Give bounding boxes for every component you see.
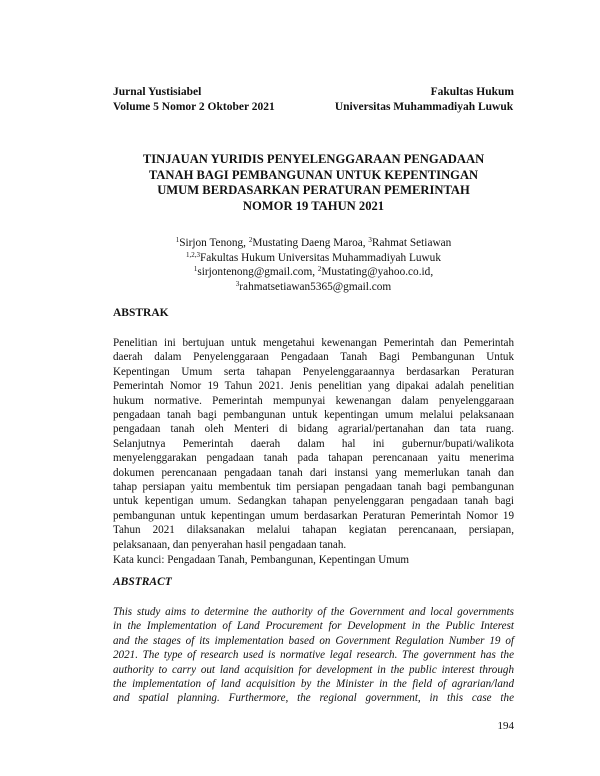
- abstract-line: in the Implementation of Land Procurement for Development in the Public Interest: [113, 620, 514, 633]
- author-email-3: $^3$rahmatsetiawan5365@gmail.com: [235, 279, 392, 293]
- title-line: NOMOR 19 TAHUN 2021: [242, 198, 385, 213]
- abstrak-line: daerah dalam Penyelenggaraan Pengadaan Tanah Bagi Pembangunan Untuk: [113, 351, 514, 364]
- email-3: rahmatsetiawan5365@gmail.com: [239, 280, 392, 293]
- abstract-heading: ABSTRACT: [113, 576, 172, 588]
- abstract-line: 2021. The type of research used is normative legal research. The government has the: [113, 649, 514, 662]
- abstrak-line: dokumen perencanaan pengadaan tanah dari instansi yang memerlukan tanah dan: [113, 466, 514, 479]
- email-1: sirjontenong@gmail.com,: [197, 266, 318, 278]
- abstract-body: [113, 605, 514, 706]
- author-emails: $^1$sirjontenong@gmail.com, $^2$Mustating@yahoo.co.id,: [193, 265, 434, 278]
- abstrak-line: Kepentingan Umum serta tahapan Penyelenggaraannya berdasarkan Peraturan: [113, 365, 514, 378]
- abstrak-line: hukum normative. Pemerintah mempunyai kewenangan dalam penyelenggaraan: [113, 394, 514, 407]
- author-3: Rahmat Setiawan: [371, 237, 452, 249]
- journal-header: [113, 85, 275, 115]
- abstrak-line: Selanjutnya Pemerintah daerah dalam hal ini gubernur/bupati/walikota: [113, 437, 514, 450]
- title-line: UMUM BERDASARKAN PERATURAN PEMERINTAH: [157, 183, 470, 197]
- page-number: 194: [497, 720, 514, 732]
- keywords: Kata kunci: Pengadaan Tanah, Pembangunan, Kepentingan Umum: [113, 554, 410, 566]
- abstrak-line: menyelenggarakan pengadaan tanah pada tahapan perencanaan yaitu menerima: [113, 452, 514, 465]
- abstrak-body: [113, 336, 514, 552]
- abstrak-line: untuk kepentigan umum. Sedangkan tahapan penyelenggaran pengadaan tanah bagi: [113, 495, 514, 508]
- abstrak-heading: ABSTRAK: [113, 307, 169, 319]
- abstrak-line: tahap persiapan yaitu membentuk tim persiapan pengadaan tanah bagi pembangunan: [113, 481, 514, 494]
- author-1: Sirjon Tenong,: [179, 237, 249, 249]
- abstract-line: the implementation of land acquisition by the Minister in the field of agrarian/land: [113, 678, 514, 691]
- abstract-line: authority to carry out land acquisition for development in the public interest through: [113, 663, 514, 676]
- university-name: Universitas Muhammadiyah Luwuk: [334, 101, 514, 113]
- abstrak-line: Pemerintah Nomor 19 Tahun 2021. Jenis penelitian yang dipakai adalah penelitian: [113, 380, 514, 393]
- author-2: Mustating Daeng Maroa,: [252, 237, 369, 249]
- email-2: Mustating@yahoo.co.id,: [321, 266, 434, 278]
- institution-header: [334, 85, 514, 115]
- abstract-line: and spatial planning. Furthermore, the regional government, in this case the: [113, 692, 514, 705]
- abstrak-line: Tahun 2021 dilaksanakan melalui tahapan kegiatan perencanaan, persiapan,: [113, 524, 514, 537]
- journal-volume: Volume 5 Nomor 2 Oktober 2021: [113, 101, 275, 113]
- title-line: TANAH BAGI PEMBANGUNAN UNTUK KEPENTINGAN: [148, 167, 479, 182]
- abstrak-line: pengadaan tanah bagi pembangunan untuk kepentingan umum melalui pelaksanaan: [113, 409, 514, 422]
- author-affiliation: $^{1,2,3}$Fakultas Hukum Universitas Muhammadiyah Luwuk: [186, 250, 441, 264]
- abstrak-line: pengadaan tanah oleh Menteri di bidang agrarial/pertanahan dan tata ruang.: [113, 423, 514, 436]
- author-block: [113, 236, 514, 294]
- abstrak-line: Penelitian ini bertujuan untuk mengetahui kewenangan Pemerintah dan Pemerintah: [113, 337, 514, 349]
- paper-title: [113, 152, 514, 214]
- title-line: TINJAUAN YURIDIS PENYELENGGARAAN PENGADAAN: [142, 152, 485, 166]
- abstrak-line: pelaksanaan, dan penyerahan hasil pengadaan tanah.: [113, 538, 347, 551]
- abstract-line: This study aims to determine the authority of the Government and local governments: [113, 606, 514, 618]
- journal-name: Jurnal Yustisiabel: [113, 86, 202, 98]
- abstract-line: and the stages of its implementation based on Government Regulation Number 19 of: [113, 634, 514, 647]
- abstrak-line: pembangunan untuk kepentingan umum berdasarkan Peraturan Pemerintah Nomor 19: [113, 509, 514, 522]
- faculty-name: Fakultas Hukum: [430, 86, 514, 98]
- author-names: $^1$Sirjon Tenong, $^2$Mustating Daeng Maroa, $^3$Rahmat Setiawan: [175, 236, 452, 249]
